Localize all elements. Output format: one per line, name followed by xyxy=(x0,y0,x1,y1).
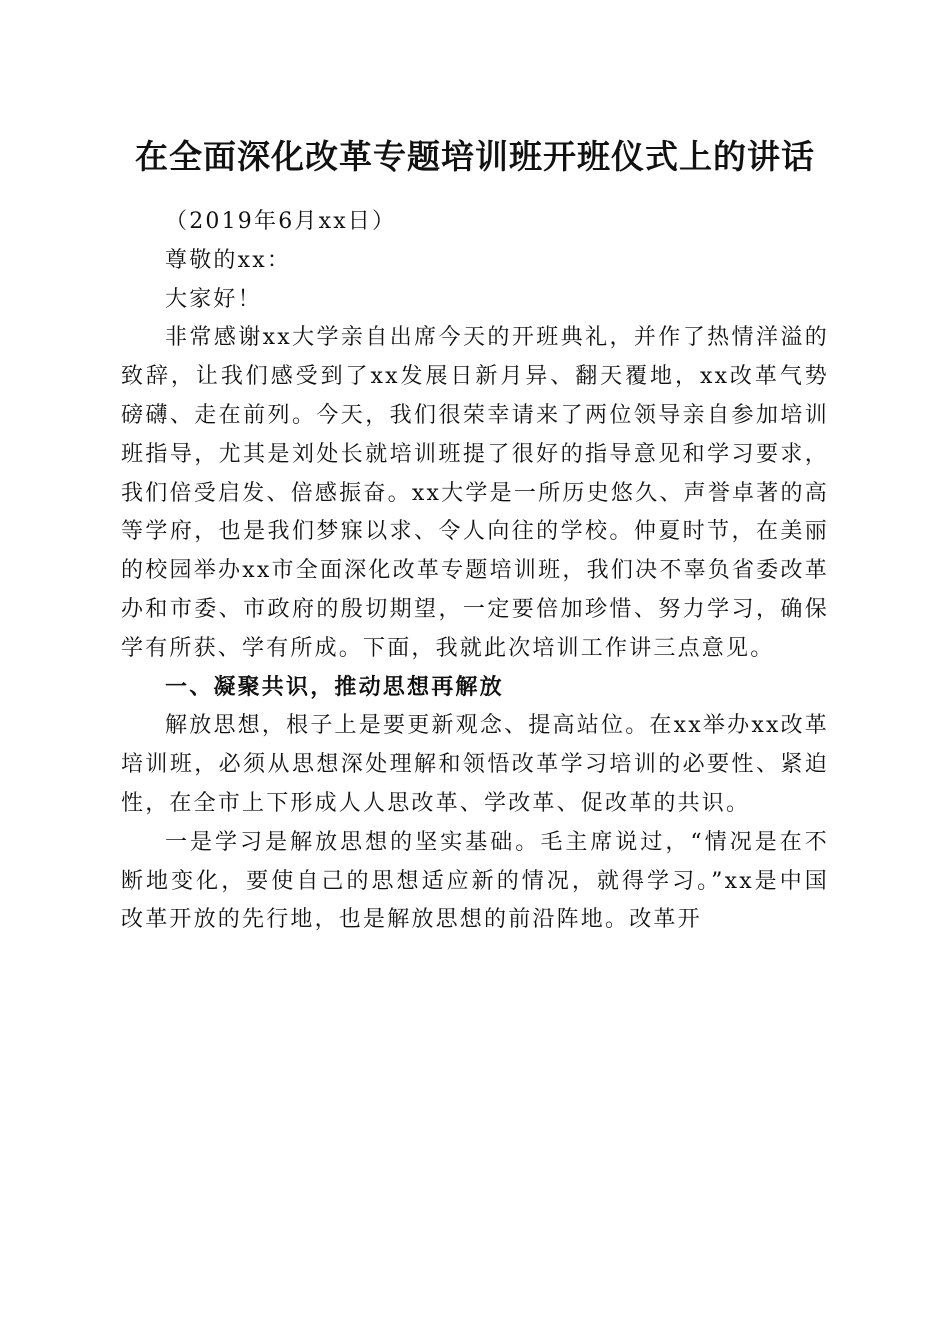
section-heading: 一、凝聚共识，推动思想再解放 xyxy=(165,674,504,700)
date-line: （2019年6月xx日） xyxy=(165,209,397,234)
point-text: 毛主席说过，“情况是在不断地变化，要使自己的思想适应新的情况，就得学习。”xx是中国改革开放的先行地，也是解放思想的前沿阵地。改革开 xyxy=(121,829,829,933)
document-title: 在全面深化改革专题培训班开班仪式上的讲话 xyxy=(135,137,815,176)
document-body xyxy=(121,203,829,940)
point-lead: 一是学习是解放思想的坚实基础。 xyxy=(165,829,541,855)
salutation: 尊敬的xx： xyxy=(165,247,292,273)
intro-paragraph: 非常感谢xx大学亲自出席今天的开班典礼，并作了热情洋溢的致辞，让我们感受到了xx发展日新月异、翻天覆地，xx改革气势磅礴、走在前列。今天，我们很荣幸请来了两位领导亲自参加培训班指导，尤其是刘处长就培训班提了很好的指导意见和学习要求，我们倍受启发、倍感振奋。xx大学是一所历史悠久、声誉卓著的高等学府，也是我们梦寐以求、令人向往的学校。仲夏时节，在美丽的校园举办xx市全面深化改革专题培训班，我们决不辜负省委改革办和市委、市政府的殷切期望，一定要倍加珍惜、努力学习，确保学有所获、学有所成。下面，我就此次培训工作讲三点意见。 xyxy=(121,325,829,661)
section-paragraph: 解放思想，根子上是要更新观念、提高站位。在xx举办xx改革培训班，必须从思想深处理解和领悟改革学习培训的必要性、紧迫性，在全市上下形成人人思改革、学改革、促改革的共识。 xyxy=(121,713,829,816)
greeting: 大家好！ xyxy=(165,286,262,312)
point-paragraph xyxy=(121,824,829,940)
